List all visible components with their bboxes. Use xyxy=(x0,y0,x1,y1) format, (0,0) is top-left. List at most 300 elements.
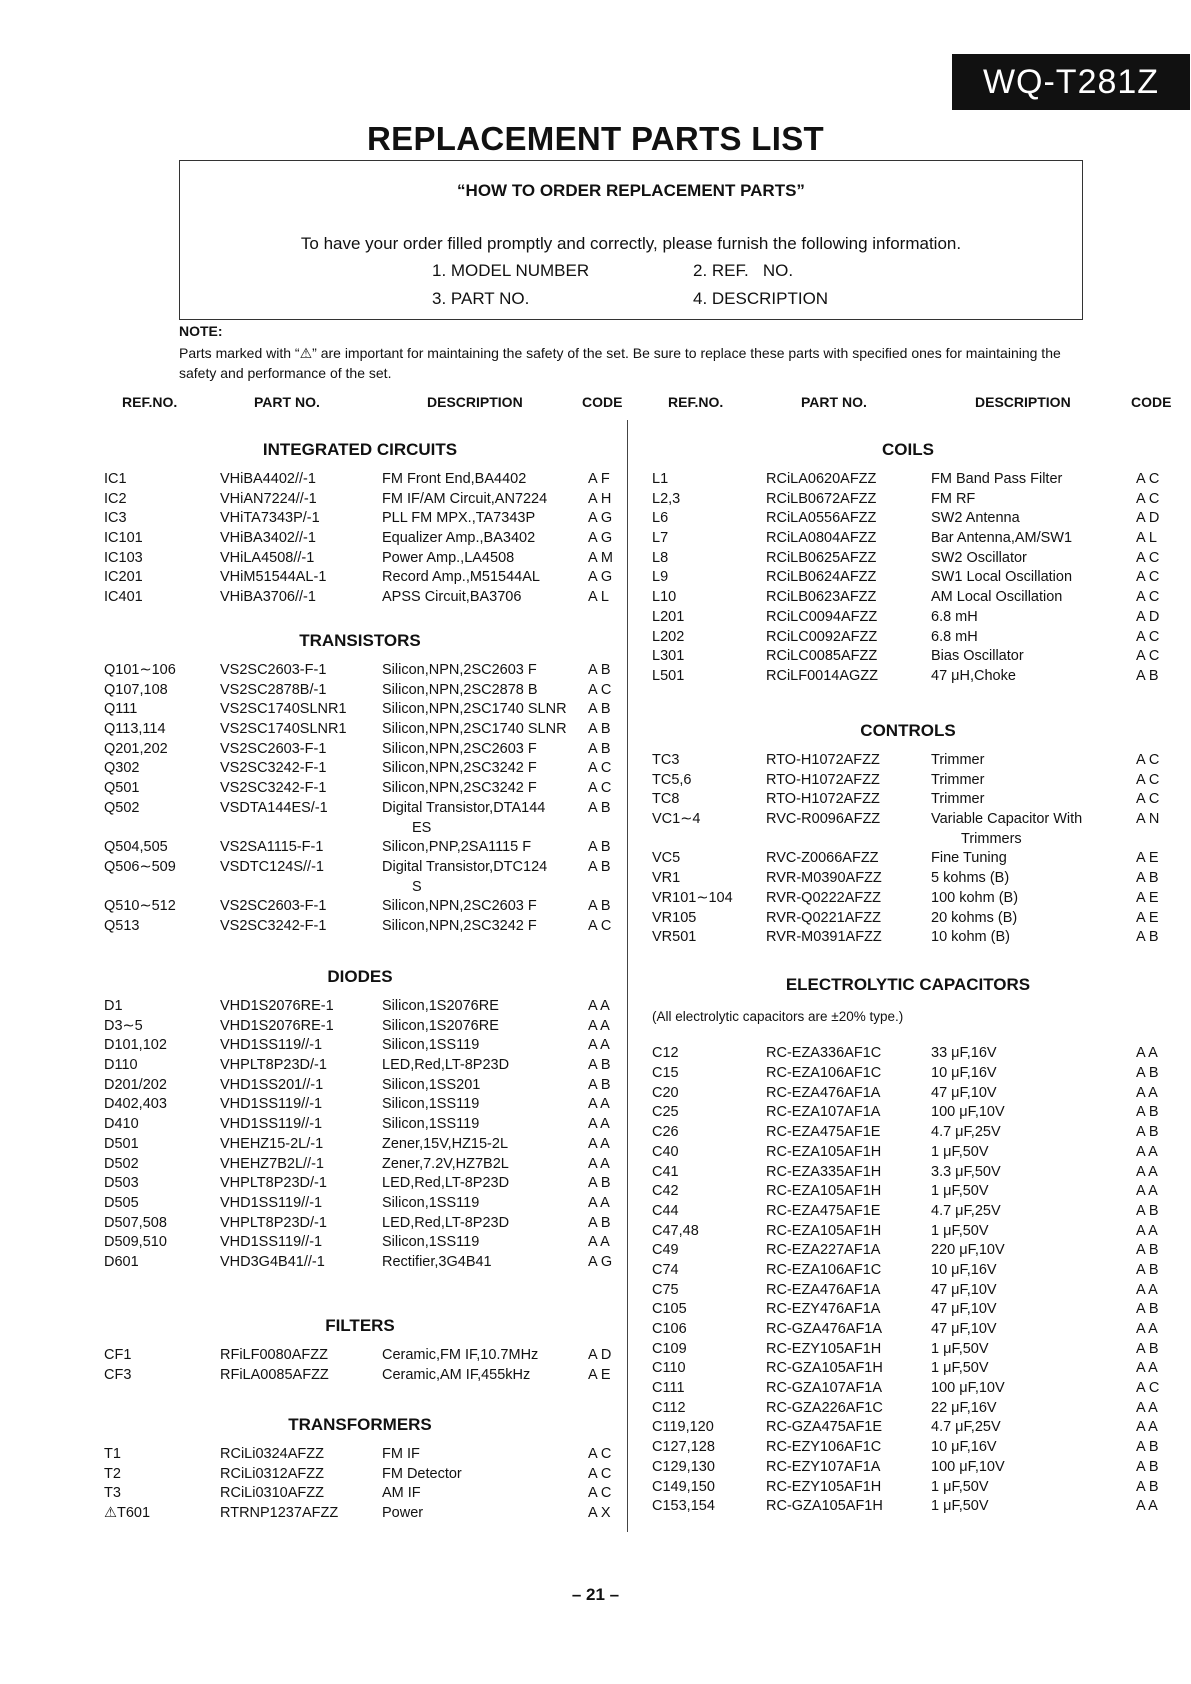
model-badge: WQ-T281Z xyxy=(952,54,1190,110)
description: Trimmer xyxy=(931,771,985,788)
description: Silicon,1S2076RE xyxy=(382,1017,499,1034)
description: FM IF/AM Circuit,AN7224 xyxy=(382,490,548,507)
price-code: A B xyxy=(588,1214,611,1231)
price-code: A E xyxy=(1136,909,1159,926)
price-code: A B xyxy=(588,799,611,816)
part-no: RCiLC0094AFZZ xyxy=(766,608,878,625)
ref-no: Q506∼509 xyxy=(104,858,176,875)
parts-row xyxy=(100,1174,620,1194)
part-no: VS2SA1115-F-1 xyxy=(220,839,324,856)
part-no: RVC-R0096AFZZ xyxy=(766,811,881,828)
ref-no: TC5,6 xyxy=(652,771,692,788)
parts-row xyxy=(648,1084,1168,1104)
price-code: A A xyxy=(1136,1163,1158,1180)
ref-no: C41 xyxy=(652,1163,679,1180)
price-code: A A xyxy=(588,1037,610,1054)
order-item-ref-no: 2. REF. NO. xyxy=(693,261,794,280)
parts-row xyxy=(648,1163,1168,1183)
note-label: NOTE: xyxy=(179,323,223,339)
description: APSS Circuit,BA3706 xyxy=(382,589,522,606)
price-code: A C xyxy=(588,1465,612,1482)
parts-row xyxy=(648,509,1168,529)
parts-row xyxy=(100,681,620,701)
part-no: RC-EZY107AF1A xyxy=(766,1458,881,1475)
ref-no: C25 xyxy=(652,1104,679,1121)
parts-row xyxy=(648,810,1168,849)
section-title: TRANSISTORS xyxy=(299,631,421,650)
part-no: VHiBA3402//-1 xyxy=(220,530,316,547)
description: Silicon,NPN,2SC3242 F xyxy=(382,780,537,797)
description: 1 μF,50V xyxy=(931,1478,989,1495)
parts-row xyxy=(648,849,1168,869)
part-no: RCiLi0324AFZZ xyxy=(220,1446,324,1462)
description: Silicon,1SS119 xyxy=(382,1194,480,1211)
price-code: A E xyxy=(1136,889,1159,906)
part-no: VS2SC1740SLNR1 xyxy=(220,721,347,738)
ref-no: D501 xyxy=(104,1135,139,1152)
parts-row xyxy=(100,1194,620,1214)
parts-row xyxy=(100,1253,620,1273)
price-code: A B xyxy=(588,721,611,738)
parts-row xyxy=(648,490,1168,510)
description: 33 μF,16V xyxy=(931,1045,997,1062)
price-code: A E xyxy=(1136,850,1159,867)
part-no: RCiLA0556AFZZ xyxy=(766,510,877,527)
page-number: – 21 – xyxy=(571,1585,620,1604)
price-code: A L xyxy=(588,589,609,606)
part-no: VHEHZ7B2L//-1 xyxy=(220,1155,324,1172)
ref-no: D507,508 xyxy=(104,1214,167,1231)
part-no: VSDTC124S//-1 xyxy=(220,858,324,875)
part-no: RVR-Q0221AFZZ xyxy=(766,909,881,926)
description: Zener,15V,HZ15-2L xyxy=(382,1135,509,1152)
description: Equalizer Amp.,BA3402 xyxy=(382,530,536,547)
description: FM IF xyxy=(382,1446,420,1462)
parts-row xyxy=(648,1478,1168,1498)
ref-no: VR101∼104 xyxy=(652,889,733,906)
price-code: A B xyxy=(588,1076,611,1093)
part-no: RVR-M0390AFZZ xyxy=(766,870,882,887)
ref-no: D3∼5 xyxy=(104,1017,143,1034)
description: 4.7 μF,25V xyxy=(931,1419,1001,1436)
price-code: A B xyxy=(588,662,611,678)
price-code: A L xyxy=(1136,530,1157,547)
part-no: RCiLA0804AFZZ xyxy=(766,530,877,547)
part-no: RTRNP1237AFZZ xyxy=(220,1505,339,1522)
ref-no: D410 xyxy=(104,1116,139,1133)
ref-no: L301 xyxy=(652,648,685,665)
parts-row xyxy=(100,661,620,681)
part-no: VHiLA4508//-1 xyxy=(220,549,315,566)
part-no: RC-EZY106AF1C xyxy=(766,1439,882,1456)
parts-row xyxy=(648,628,1168,648)
parts-row xyxy=(100,740,620,760)
part-no: RC-EZA476AF1A xyxy=(766,1084,881,1101)
parts-row xyxy=(100,1484,620,1504)
section-transformers xyxy=(100,1405,620,1524)
price-code: A G xyxy=(588,1253,613,1270)
parts-row xyxy=(100,549,620,569)
price-code: A B xyxy=(588,898,611,915)
part-no: RC-EZA106AF1C xyxy=(766,1261,882,1278)
ref-no: VC5 xyxy=(652,850,681,867)
description: 20 kohms (B) xyxy=(931,909,1018,926)
parts-row xyxy=(100,897,620,917)
ref-no: CF1 xyxy=(104,1347,132,1363)
left-col-head-desc: DESCRIPTION xyxy=(427,394,523,410)
part-no: VHPLT8P23D/-1 xyxy=(220,1175,327,1192)
part-no: RC-EZA476AF1A xyxy=(766,1281,881,1298)
parts-row xyxy=(648,1202,1168,1222)
part-no: RC-EZA105AF1H xyxy=(766,1143,882,1160)
price-code: A A xyxy=(588,998,610,1014)
parts-row xyxy=(100,1135,620,1155)
price-code: A C xyxy=(588,1446,612,1462)
parts-row xyxy=(100,1036,620,1056)
section-controls xyxy=(648,711,1168,948)
right-col-head-ref: REF.NO. xyxy=(668,394,724,410)
price-code: A E xyxy=(588,1366,611,1383)
part-no: RVR-M0391AFZZ xyxy=(766,929,882,946)
ref-no: CF3 xyxy=(104,1366,132,1383)
price-code: A C xyxy=(1136,1380,1160,1397)
part-no: VHD3G4B41//-1 xyxy=(220,1253,325,1270)
description: 47 μF,10V xyxy=(931,1281,997,1298)
parts-row xyxy=(648,928,1168,948)
parts-row xyxy=(648,1281,1168,1301)
part-no: VS2SC2603-F-1 xyxy=(220,662,327,678)
price-code: A C xyxy=(1136,648,1160,665)
parts-row xyxy=(100,858,620,897)
description: 1 μF,50V xyxy=(931,1143,989,1160)
description: FM Band Pass Filter xyxy=(931,471,1063,487)
description: Ceramic,FM IF,10.7MHz xyxy=(382,1347,539,1363)
section-title: FILTERS xyxy=(325,1316,395,1335)
description-continued: S xyxy=(412,878,422,895)
ref-no: Q504,505 xyxy=(104,839,168,856)
parts-row xyxy=(648,1241,1168,1261)
ref-no: T3 xyxy=(104,1485,121,1502)
description: Variable Capacitor With xyxy=(931,811,1083,828)
price-code: A C xyxy=(588,917,612,934)
price-code: A A xyxy=(1136,1084,1158,1101)
description: Digital Transistor,DTA144 xyxy=(382,799,546,816)
description: SW2 Antenna xyxy=(931,510,1020,527)
ref-no: VC1∼4 xyxy=(652,811,701,828)
part-no: RCiLC0085AFZZ xyxy=(766,648,878,665)
description: Rectifier,3G4B41 xyxy=(382,1253,492,1270)
price-code: A B xyxy=(1136,929,1159,946)
parts-row xyxy=(100,1465,620,1485)
description: 47 μF,10V xyxy=(931,1301,997,1318)
part-no: RC-EZY105AF1H xyxy=(766,1478,882,1495)
description: Silicon,NPN,2SC3242 F xyxy=(382,760,537,777)
ref-no: L202 xyxy=(652,628,685,645)
part-no: VS2SC3242-F-1 xyxy=(220,917,327,934)
parts-row xyxy=(648,1222,1168,1242)
section-title: TRANSFORMERS xyxy=(288,1415,432,1434)
ref-no: C127,128 xyxy=(652,1439,715,1456)
part-no: VHD1SS119//-1 xyxy=(220,1116,323,1133)
ref-no: IC201 xyxy=(104,569,143,586)
price-code: A D xyxy=(1136,608,1160,625)
price-code: A B xyxy=(1136,1104,1159,1121)
order-instructions-box xyxy=(179,160,1083,320)
column-divider xyxy=(627,420,628,1532)
price-code: A A xyxy=(1136,1419,1158,1436)
description: 10 kohm (B) xyxy=(931,929,1010,946)
parts-row xyxy=(648,1300,1168,1320)
ref-no: C42 xyxy=(652,1183,679,1200)
price-code: A B xyxy=(588,1057,611,1074)
right-col-head-code: CODE xyxy=(1131,394,1172,410)
description: 4.7 μF,25V xyxy=(931,1124,1001,1141)
price-code: A C xyxy=(588,780,612,797)
parts-row xyxy=(648,771,1168,791)
description: 220 μF,10V xyxy=(931,1242,1005,1259)
part-no: RC-GZA105AF1H xyxy=(766,1498,883,1515)
section-diodes xyxy=(100,957,620,1273)
ref-no: L9 xyxy=(652,569,669,586)
part-no: VS2SC2878B/-1 xyxy=(220,681,327,698)
description: Trimmer xyxy=(931,791,985,808)
price-code: A C xyxy=(1136,490,1160,507)
order-item-part-no: 3. PART NO. xyxy=(432,289,530,308)
price-code: A B xyxy=(1136,1242,1159,1259)
parts-row xyxy=(100,568,620,588)
description: 1 μF,50V xyxy=(931,1360,989,1377)
price-code: A B xyxy=(1136,1439,1159,1456)
description-continued: ES xyxy=(412,819,432,836)
price-code: A F xyxy=(588,471,610,487)
parts-row xyxy=(100,720,620,740)
price-code: A B xyxy=(1136,1301,1159,1318)
part-no: VHiBA3706//-1 xyxy=(220,589,316,606)
description: 1 μF,50V xyxy=(931,1498,989,1515)
part-no: RC-EZA475AF1E xyxy=(766,1202,881,1219)
ref-no: Q201,202 xyxy=(104,740,168,757)
price-code: A C xyxy=(1136,791,1160,808)
description: 1 μF,50V xyxy=(931,1340,989,1357)
parts-row xyxy=(648,1418,1168,1438)
description: 100 μF,10V xyxy=(931,1380,1005,1397)
parts-row xyxy=(100,1056,620,1076)
description: SW1 Local Oscillation xyxy=(931,569,1073,586)
ref-no: D503 xyxy=(104,1175,139,1192)
description: Power Amp.,LA4508 xyxy=(382,549,515,566)
section-electrolytic-capacitors xyxy=(648,965,1168,1517)
ref-no: D505 xyxy=(104,1194,139,1211)
description: AM Local Oscillation xyxy=(931,589,1063,606)
description: 10 μF,16V xyxy=(931,1261,997,1278)
price-code: A B xyxy=(1136,1065,1159,1082)
ref-no: L201 xyxy=(652,608,685,625)
part-no: RC-GZA105AF1H xyxy=(766,1360,883,1377)
ref-no: Q111 xyxy=(104,701,138,718)
description: 100 μF,10V xyxy=(931,1458,1005,1475)
ref-no: L6 xyxy=(652,510,669,527)
order-item-model-number: 1. MODEL NUMBER xyxy=(432,261,590,280)
part-no: RCiLB0623AFZZ xyxy=(766,589,877,606)
parts-row xyxy=(100,1115,620,1135)
description: Silicon,1SS119 xyxy=(382,1116,480,1133)
ref-no: L7 xyxy=(652,530,669,547)
part-no: VHD1SS201//-1 xyxy=(220,1076,324,1093)
parts-row xyxy=(100,588,620,608)
parts-row xyxy=(648,1458,1168,1478)
price-code: A B xyxy=(1136,667,1159,684)
ref-no: IC401 xyxy=(104,589,143,606)
ref-no: D1 xyxy=(104,998,123,1014)
ref-no: IC101 xyxy=(104,530,143,547)
description: 100 kohm (B) xyxy=(931,889,1019,906)
section-title: COILS xyxy=(882,440,934,459)
price-code: A A xyxy=(588,1096,610,1113)
parts-row xyxy=(648,667,1168,687)
section-integrated-circuits xyxy=(100,430,620,608)
description: FM Detector xyxy=(382,1465,462,1482)
price-code: A N xyxy=(1136,811,1160,828)
description: FM RF xyxy=(931,490,976,507)
ref-no: Q513 xyxy=(104,917,140,934)
part-no: VS2SC2603-F-1 xyxy=(220,740,327,757)
ref-no: IC103 xyxy=(104,549,143,566)
price-code: A B xyxy=(1136,870,1159,887)
ref-no: IC2 xyxy=(104,490,127,507)
section-title: CONTROLS xyxy=(860,721,956,740)
price-code: A C xyxy=(1136,752,1160,768)
description: Fine Tuning xyxy=(931,850,1007,867)
parts-row xyxy=(100,490,620,510)
price-code: A B xyxy=(1136,1202,1159,1219)
part-no: RTO-H1072AFZZ xyxy=(766,771,880,788)
ref-no: Q107,108 xyxy=(104,681,168,698)
section-coils xyxy=(648,430,1168,687)
parts-row xyxy=(100,700,620,720)
parts-row xyxy=(100,799,620,838)
part-no: RFiLA0085AFZZ xyxy=(220,1366,329,1383)
price-code: A G xyxy=(588,530,613,547)
parts-row xyxy=(100,917,620,937)
description: Trimmer xyxy=(931,752,985,768)
part-no: RC-EZA105AF1H xyxy=(766,1183,882,1200)
price-code: A C xyxy=(1136,549,1160,566)
ref-no: C47,48 xyxy=(652,1222,699,1239)
section-title: ELECTROLYTIC CAPACITORS xyxy=(785,975,1031,994)
price-code: A A xyxy=(1136,1222,1158,1239)
price-code: A B xyxy=(1136,1478,1159,1495)
ref-no: C111 xyxy=(652,1380,685,1397)
parts-row xyxy=(648,1340,1168,1360)
ref-no: C109 xyxy=(652,1340,687,1357)
description: 47 μF,10V xyxy=(931,1084,997,1101)
part-no: VHD1SS119//-1 xyxy=(220,1037,323,1054)
price-code: A G xyxy=(588,569,613,586)
description: Record Amp.,M51544AL xyxy=(382,569,540,586)
part-no: RCiLB0624AFZZ xyxy=(766,569,877,586)
description: 5 kohms (B) xyxy=(931,870,1010,887)
description: 47 μH,Choke xyxy=(931,667,1016,684)
ref-no: L8 xyxy=(652,549,669,566)
ref-no: C110 xyxy=(652,1360,686,1377)
ref-no: C26 xyxy=(652,1124,679,1141)
ref-no: D101,102 xyxy=(104,1037,167,1054)
ref-no: C20 xyxy=(652,1084,679,1101)
part-no: RC-EZY476AF1A xyxy=(766,1301,881,1318)
ref-no: C153,154 xyxy=(652,1498,715,1515)
right-col-head-part: PART NO. xyxy=(801,394,867,410)
part-no: RTO-H1072AFZZ xyxy=(766,752,880,768)
parts-row xyxy=(100,529,620,549)
ref-no: D402,403 xyxy=(104,1096,167,1113)
description: Silicon,1SS119 xyxy=(382,1096,480,1113)
left-col-head-part: PART NO. xyxy=(254,394,320,410)
parts-row xyxy=(648,1064,1168,1084)
description: Silicon,NPN,2SC2603 F xyxy=(382,740,537,757)
section-transistors xyxy=(100,621,620,937)
ref-no: TC3 xyxy=(652,752,680,768)
parts-row xyxy=(100,1155,620,1175)
part-no: RCiLF0014AGZZ xyxy=(766,667,879,684)
description: Silicon,1SS201 xyxy=(382,1076,481,1093)
description: 6.8 mH xyxy=(931,628,978,645)
description: Zener,7.2V,HZ7B2L xyxy=(382,1155,509,1172)
ref-no: TC8 xyxy=(652,791,680,808)
description: 1 μF,50V xyxy=(931,1222,989,1239)
price-code: A X xyxy=(588,1505,611,1522)
part-no: VHiBA4402//-1 xyxy=(220,471,316,487)
description: PLL FM MPX.,TA7343P xyxy=(382,510,536,527)
price-code: A C xyxy=(588,760,612,777)
price-code: A A xyxy=(1136,1143,1158,1160)
part-no: RVR-Q0222AFZZ xyxy=(766,889,881,906)
price-code: A B xyxy=(1136,1458,1159,1475)
parts-row xyxy=(648,529,1168,549)
ref-no: L2,3 xyxy=(652,490,681,507)
description: Silicon,NPN,2SC1740 SLNR xyxy=(382,721,567,738)
parts-row xyxy=(648,1438,1168,1458)
description: 1 μF,50V xyxy=(931,1183,989,1200)
description: FM Front End,BA4402 xyxy=(382,471,527,487)
part-no: RC-EZA105AF1H xyxy=(766,1222,882,1239)
part-no: RC-EZA106AF1C xyxy=(766,1065,882,1082)
price-code: A B xyxy=(588,740,611,757)
price-code: A C xyxy=(1136,589,1160,606)
order-item-description: 4. DESCRIPTION xyxy=(693,289,829,308)
ref-no: C40 xyxy=(652,1143,679,1160)
parts-row xyxy=(100,1017,620,1037)
price-code: A C xyxy=(1136,471,1160,487)
parts-row xyxy=(648,790,1168,810)
price-code: A C xyxy=(588,681,612,698)
right-col-head-desc: DESCRIPTION xyxy=(975,394,1071,410)
description: Power xyxy=(382,1505,424,1522)
price-code: A C xyxy=(588,1485,612,1502)
price-code: A A xyxy=(588,1017,610,1034)
price-code: A A xyxy=(588,1155,610,1172)
ref-no: C74 xyxy=(652,1261,679,1278)
description: Bias Oscillator xyxy=(931,648,1024,665)
description: Bar Antenna,AM/SW1 xyxy=(931,530,1073,547)
part-no: VHD1S2076RE-1 xyxy=(220,998,334,1014)
part-no: RC-EZA475AF1E xyxy=(766,1124,881,1141)
part-no: RC-GZA475AF1E xyxy=(766,1419,883,1436)
ref-no: Q502 xyxy=(104,799,140,816)
ref-no: C15 xyxy=(652,1065,679,1082)
ref-no: Q101∼106 xyxy=(104,662,176,678)
part-no: VS2SC3242-F-1 xyxy=(220,760,327,777)
part-no: RC-EZA335AF1H xyxy=(766,1163,882,1180)
